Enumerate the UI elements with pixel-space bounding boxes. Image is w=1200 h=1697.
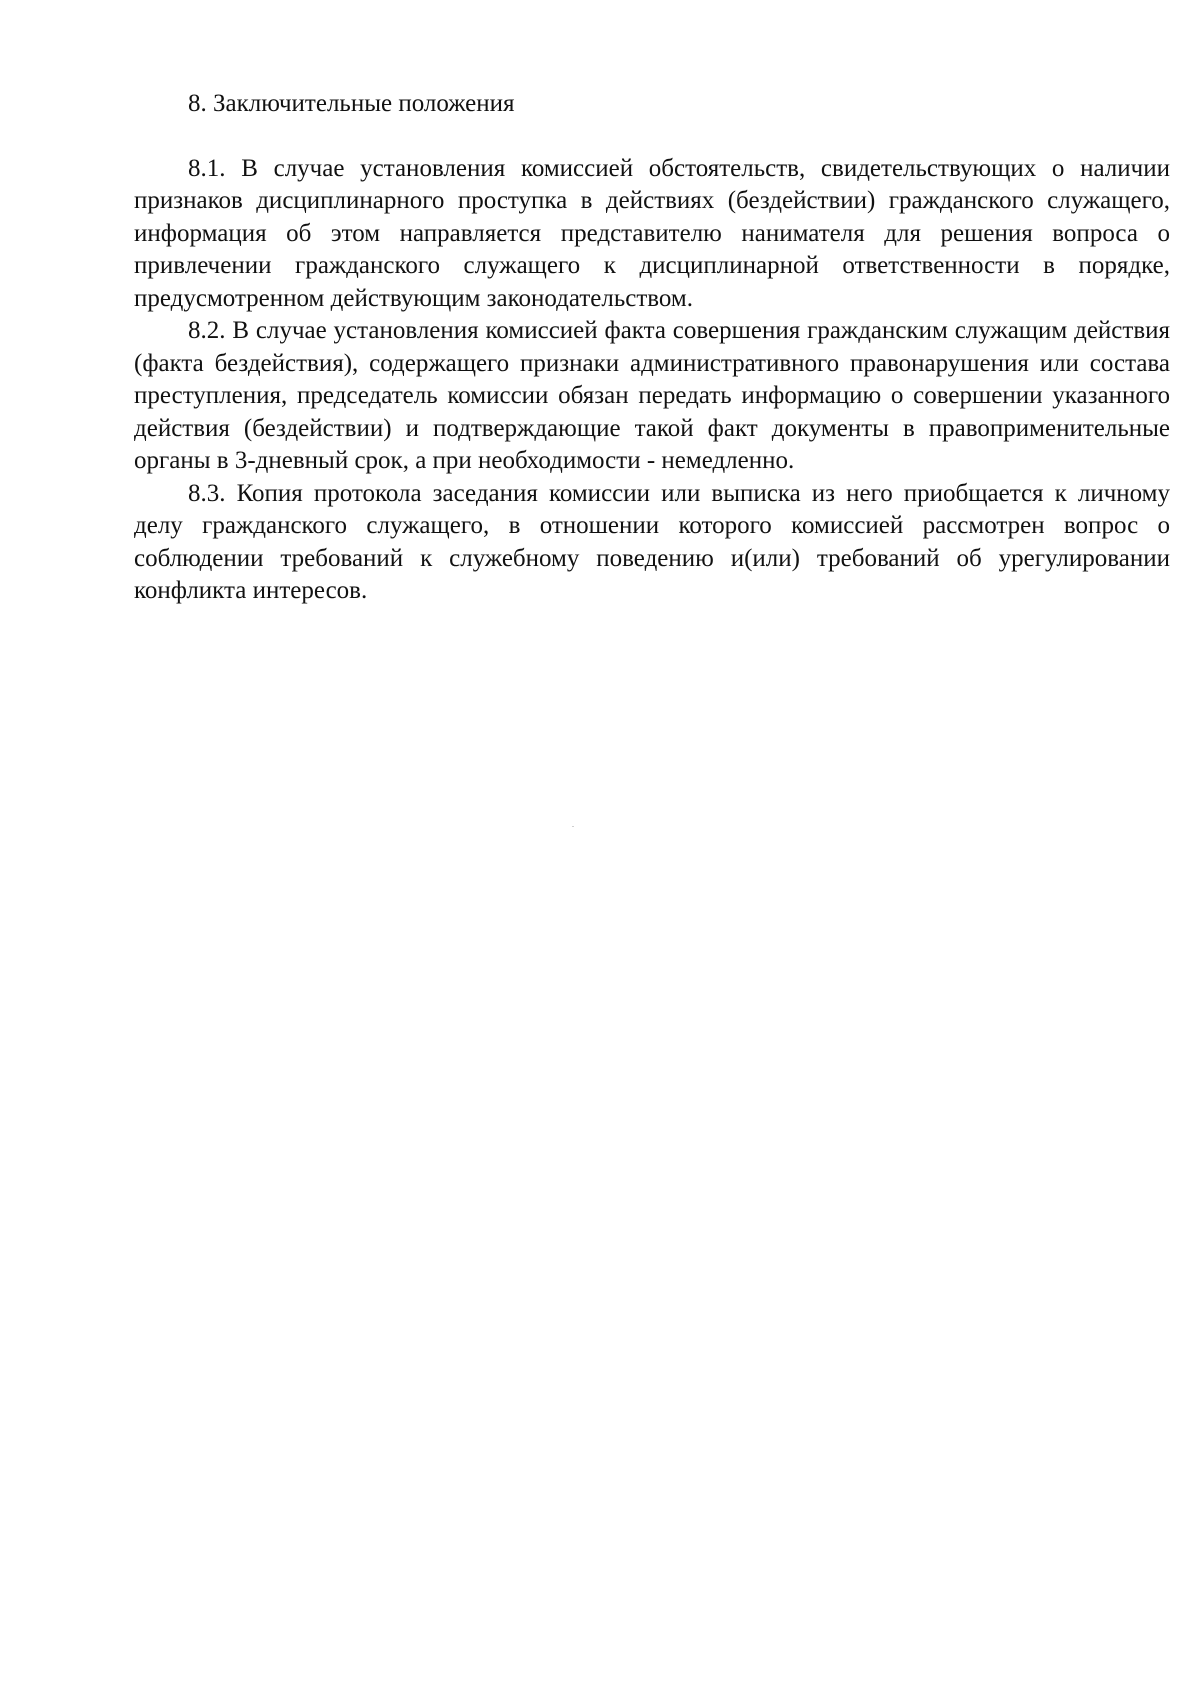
- paragraph-8-1: 8.1. В случае установления комиссией обстоятельств, свидетельствующих о наличии признаков дисциплинарного проступка в действиях (бездействии) гражданского служащего, информация об этом направляется представителю нанимателя для решения вопроса о привлечении гражданского служащего к дисциплинарной ответственности в порядке, предусмотренном действующим законодательством.: [134, 154, 1170, 312]
- paragraph-8-2: 8.2. В случае установления комиссией факта совершения гражданским служащим действия (факта бездействия), содержащего признаки административного правонарушения или состава преступления, председатель комиссии обязан передать информацию о совершении указанного действия (бездействии) и подтверждающие такой факт документы в правоприменительные органы в 3-дневный срок, а при необходимости - немедленно.: [134, 317, 1170, 474]
- section-heading: 8. Заключительные положения: [188, 90, 515, 117]
- document-body: [134, 88, 1170, 608]
- paragraph-8-3: 8.3. Копия протокола заседания комиссии или выписка из него приобщается к личному делу гражданского служащего, в отношении которого комиссией рассмотрен вопрос о соблюдении требований к служебному поведению и(или) требований об урегулировании конфликта интересов.: [134, 479, 1170, 604]
- scan-speck: [572, 826, 574, 827]
